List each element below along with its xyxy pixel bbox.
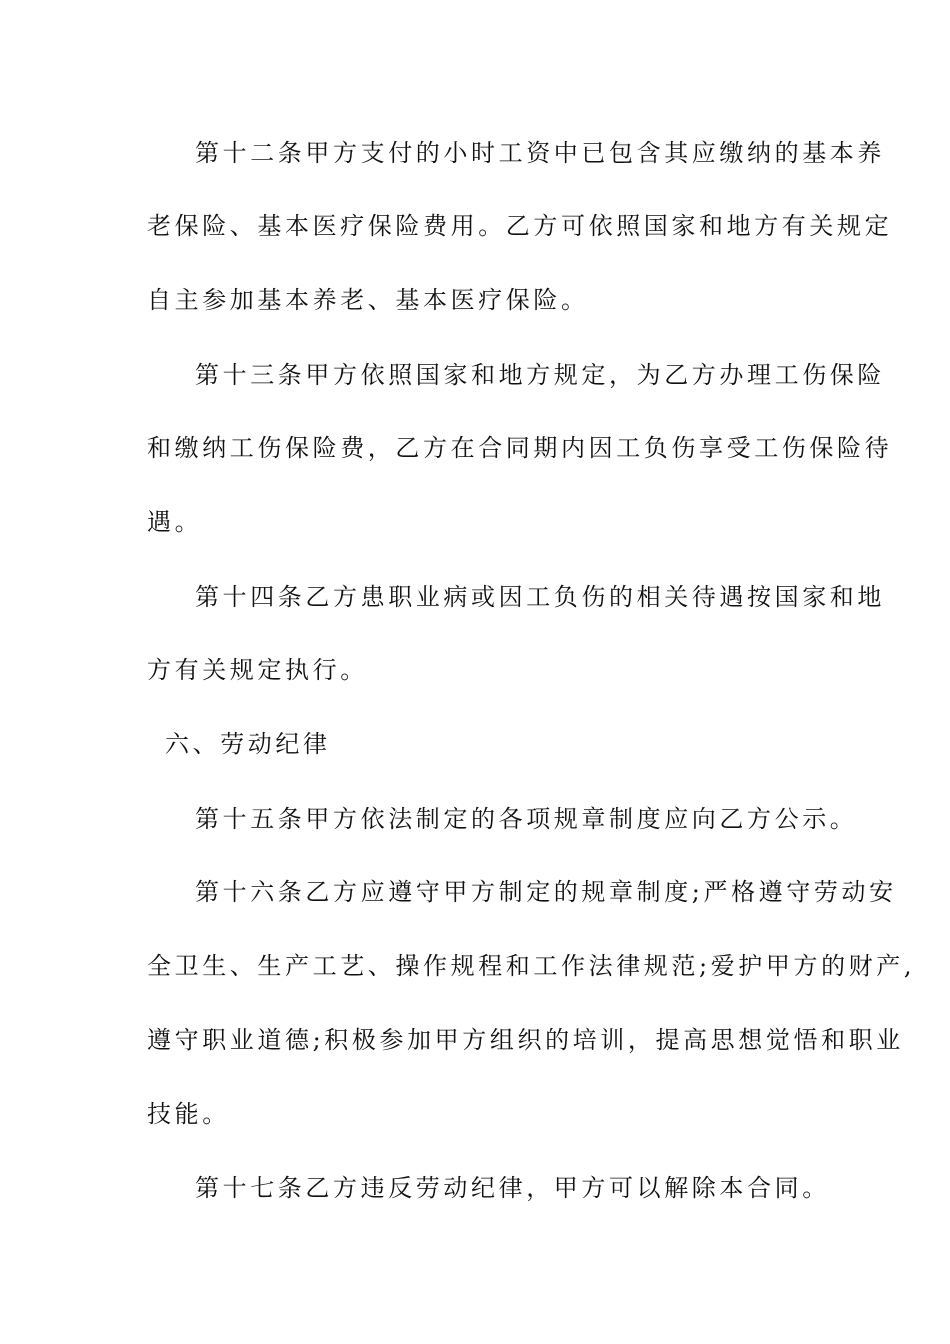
text-line: 方有关规定执行。 xyxy=(147,656,368,684)
text-line: 第十六条乙方应遵守甲方制定的规章制度;严格遵守劳动安 xyxy=(195,878,897,906)
text-line: 第十二条甲方支付的小时工资中已包含其应缴纳的基本养 xyxy=(195,139,885,167)
text-line: 第十五条甲方依法制定的各项规章制度应向乙方公示。 xyxy=(195,805,858,833)
text-line: 和缴纳工伤保险费，乙方在合同期内因工负伤享受工伤保险待 xyxy=(147,434,893,462)
text-line: 第十四条乙方患职业病或因工负伤的相关待遇按国家和地 xyxy=(195,583,885,611)
text-line: 全卫生、生产工艺、操作规程和工作法律规范;爱护甲方的财产, xyxy=(147,952,916,980)
text-line: 老保险、基本医疗保险费用。乙方可依照国家和地方有关规定 xyxy=(147,212,893,240)
text-line: 遵守职业道德;积极参加甲方组织的培训，提高思想觉悟和职业 xyxy=(147,1026,904,1054)
text-line: 第十七条乙方违反劳动纪律，甲方可以解除本合同。 xyxy=(195,1174,830,1202)
text-line: 自主参加基本养老、基本医疗保险。 xyxy=(147,286,589,314)
section-heading: 六、劳动纪律 xyxy=(165,730,331,758)
text-line: 技能。 xyxy=(147,1100,230,1128)
text-line: 遇。 xyxy=(147,508,203,536)
text-line: 第十三条甲方依照国家和地方规定，为乙方办理工伤保险 xyxy=(195,361,885,389)
